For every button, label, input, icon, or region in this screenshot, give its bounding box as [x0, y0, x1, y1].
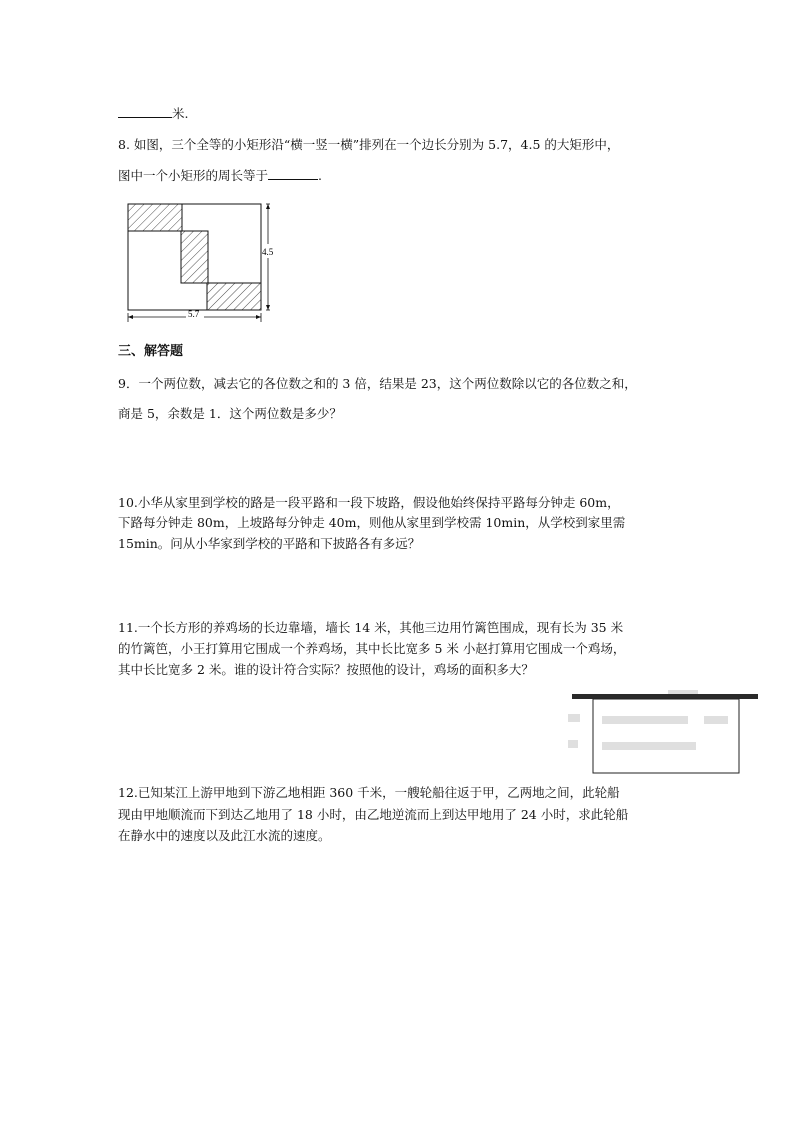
- small-rectangle-bottom: [207, 283, 261, 310]
- q7-tail: 米.: [118, 104, 188, 123]
- q12-line3: 在静水中的速度以及此江水流的速度。: [118, 828, 331, 843]
- q10-line2: 下路每分钟走 80m，上坡路每分钟走 40m，则他从家里到学校需 10min，从学校到家里需: [118, 515, 626, 530]
- q11-line3: 其中长比宽多 2 米。谁的设计符合实际？按照他的设计，鸡场的面积多大？: [118, 662, 534, 677]
- chicken-farm-rectangle: [593, 699, 739, 773]
- height-label: 4.5: [262, 247, 274, 257]
- q12-line2: 现由甲地顺流而下到达乙地用了 18 小时，由乙地逆流而上到达甲地用了 24 小时，求此轮船: [118, 807, 629, 822]
- width-label: 5.7: [188, 309, 200, 319]
- chicken-farm-figure: [568, 688, 762, 778]
- answer-blank: [268, 166, 318, 180]
- small-rectangle-middle: [181, 231, 208, 283]
- q8-line2: 图中一个小矩形的周长等于 .: [118, 168, 322, 183]
- q11-line1: 11.一个长方形的养鸡场的长边靠墙，墙长 14 米，其他三边用竹篱笆围成，现有长为 35 米: [118, 620, 624, 635]
- rectangles-figure: [118, 196, 288, 324]
- section-title: 三、解答题: [118, 344, 184, 359]
- q9-line1: 9．一个两位数，减去它的各位数之和的 3 倍，结果是 23，这个两位数除以它的各位数之和，: [118, 376, 637, 391]
- q11-line2: 的竹篱笆，小王打算用它围成一个养鸡场，其中长比宽多 5 米 小赵打算用它围成一个鸡场，: [118, 641, 626, 656]
- answer-blank: [118, 104, 172, 118]
- q12-line1: 12.已知某江上游甲地到下游乙地相距 360 千米，一艘轮船往返于甲，乙两地之间，此轮船: [118, 785, 620, 800]
- q10-line3: 15min。问从小华家到学校的平路和下披路各有多远？: [118, 536, 421, 551]
- small-rectangle-top: [128, 204, 182, 231]
- q8-line1: 8. 如图，三个全等的小矩形沿“横一竖一横”排列在一个边长分别为 5.7，4.5 的大矩形中，: [118, 137, 620, 152]
- wall: [572, 694, 758, 699]
- q9-line2: 商是 5，余数是 1．这个两位数是多少？: [118, 406, 342, 421]
- q10-line1: 10.小华从家里到学校的路是一段平路和一段下坡路，假设他始终保持平路每分钟走 60m，: [118, 495, 620, 510]
